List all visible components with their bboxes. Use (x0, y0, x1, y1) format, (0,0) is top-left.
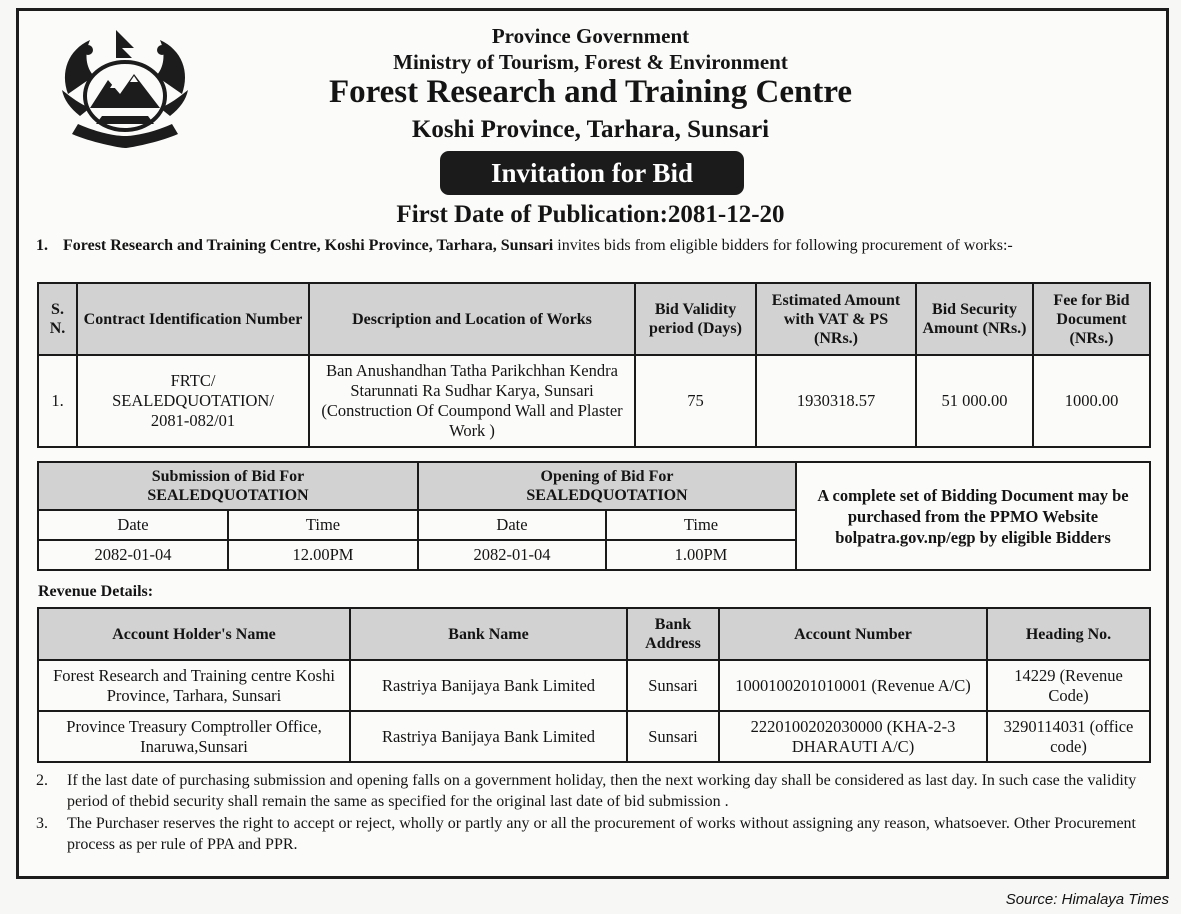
paragraph-text: invites bids from eligible bidders for following procurement of works:- (553, 237, 1013, 254)
holder-cell: Forest Research and Training centre Koshi Province, Tarhara, Sunsari (38, 660, 350, 711)
holder-cell: Province Treasury Comptroller Office, Inaruwa,Sunsari (38, 711, 350, 762)
address-cell: Sunsari (627, 660, 719, 711)
table-row (38, 660, 1150, 711)
opening-date: 2082-01-04 (418, 540, 606, 570)
contract-id-header: Contract Identification Number (77, 283, 309, 355)
bank-header: Bank Name (350, 608, 627, 660)
submission-time-label: Time (228, 510, 418, 540)
paragraph-3 (36, 813, 1148, 855)
organization-title: Forest Research and Training Centre (328, 74, 853, 110)
opening-time-label: Time (606, 510, 796, 540)
source-credit: Source: Himalaya Times (1005, 891, 1169, 908)
table-row (38, 355, 1150, 447)
revenue-details-title: Revenue Details: (38, 583, 154, 600)
description-cell: Ban Anushandhan Tatha Parikchhan Kendra Starunnati Ra Sudhar Karya, Sunsari (Construction Of Coumpond Wall and Plaster Work ) (309, 355, 635, 447)
opening-time: 1.00PM (606, 540, 796, 570)
estimate-header: Estimated Amount with VAT & PS (NRs.) (756, 283, 916, 355)
sn-header: S. N. (38, 283, 77, 355)
validity-cell: 75 (635, 355, 756, 447)
security-header: Bid Security Amount (NRs.) (916, 283, 1033, 355)
account-cell: 1000100201010001 (Revenue A/C) (719, 660, 987, 711)
description-header: Description and Location of Works (309, 283, 635, 355)
paragraph-2 (36, 770, 1148, 812)
account-header: Account Number (719, 608, 987, 660)
address-header: Bank Address (627, 608, 719, 660)
bank-cell: Rastriya Banijaya Bank Limited (350, 711, 627, 762)
invitation-banner: Invitation for Bid (440, 151, 744, 195)
contract-id-line: FRTC/ (170, 371, 216, 390)
opening-header-line: Opening of Bid For (540, 468, 674, 485)
submission-date: 2082-01-04 (38, 540, 228, 570)
organization-name: Forest Research and Training Centre, Koshi Province, Tarhara, Sunsari (63, 237, 554, 254)
organization-address: Koshi Province, Tarhara, Sunsari (411, 116, 770, 143)
publication-date: First Date of Publication:2081-12-20 (396, 201, 785, 228)
opening-header-line: SEALEDQUOTATION (526, 487, 688, 504)
schedule-table (37, 461, 1151, 571)
contract-id-cell (77, 355, 309, 447)
opening-header (418, 462, 796, 510)
fee-header: Fee for Bid Document (NRs.) (1033, 283, 1150, 355)
paragraph-text: If the last date of purchasing submission and opening falls on a government holiday, then the next working day shall be considered as last day. In such case the validity period of thebid security shall remain the same as specified for the original last date of bid submission . (67, 772, 1137, 810)
province-government-heading: Province Government (491, 24, 690, 48)
security-cell: 51 000.00 (916, 355, 1033, 447)
bidding-document-note: A complete set of Bidding Document may be purchased from the PPMO Website bolpatra.gov.np/egp by eligible Bidders (796, 462, 1150, 570)
account-cell: 2220100202030000 (KHA-2-3 DHARAUTI A/C) (719, 711, 987, 762)
paragraph-number: 3. (36, 815, 48, 832)
paragraph-text: The Purchaser reserves the right to accept or reject, wholly or partly any or all the procurement of works without assigning any reason, whatsoever. Other Procurement process as per rule of PPA and PPR. (67, 815, 1136, 853)
sn-cell: 1. (38, 355, 77, 447)
paragraph-number: 1. (36, 237, 48, 254)
bid-table (37, 282, 1151, 448)
heading-header: Heading No. (987, 608, 1150, 660)
contract-id-line: 2081-082/01 (150, 411, 236, 430)
holder-header: Account Holder's Name (38, 608, 350, 660)
table-header-row (38, 283, 1150, 355)
submission-header-line: Submission of Bid For (151, 468, 305, 485)
submission-time: 12.00PM (228, 540, 418, 570)
revenue-table (37, 607, 1151, 763)
heading-cell: 14229 (Revenue Code) (987, 660, 1150, 711)
opening-date-label: Date (418, 510, 606, 540)
submission-header (38, 462, 418, 510)
address-cell: Sunsari (627, 711, 719, 762)
submission-date-label: Date (38, 510, 228, 540)
estimate-cell: 1930318.57 (756, 355, 916, 447)
submission-header-line: SEALEDQUOTATION (147, 487, 309, 504)
contract-id-line: SEALEDQUOTATION/ (112, 391, 274, 410)
heading-cell: 3290114031 (office code) (987, 711, 1150, 762)
ministry-heading: Ministry of Tourism, Forest & Environment (393, 50, 788, 74)
paragraph-1 (36, 236, 1156, 256)
bank-cell: Rastriya Banijaya Bank Limited (350, 660, 627, 711)
fee-cell: 1000.00 (1033, 355, 1150, 447)
table-header-row (38, 608, 1150, 660)
table-row (38, 711, 1150, 762)
validity-header: Bid Validity period (Days) (635, 283, 756, 355)
paragraph-number: 2. (36, 772, 48, 789)
